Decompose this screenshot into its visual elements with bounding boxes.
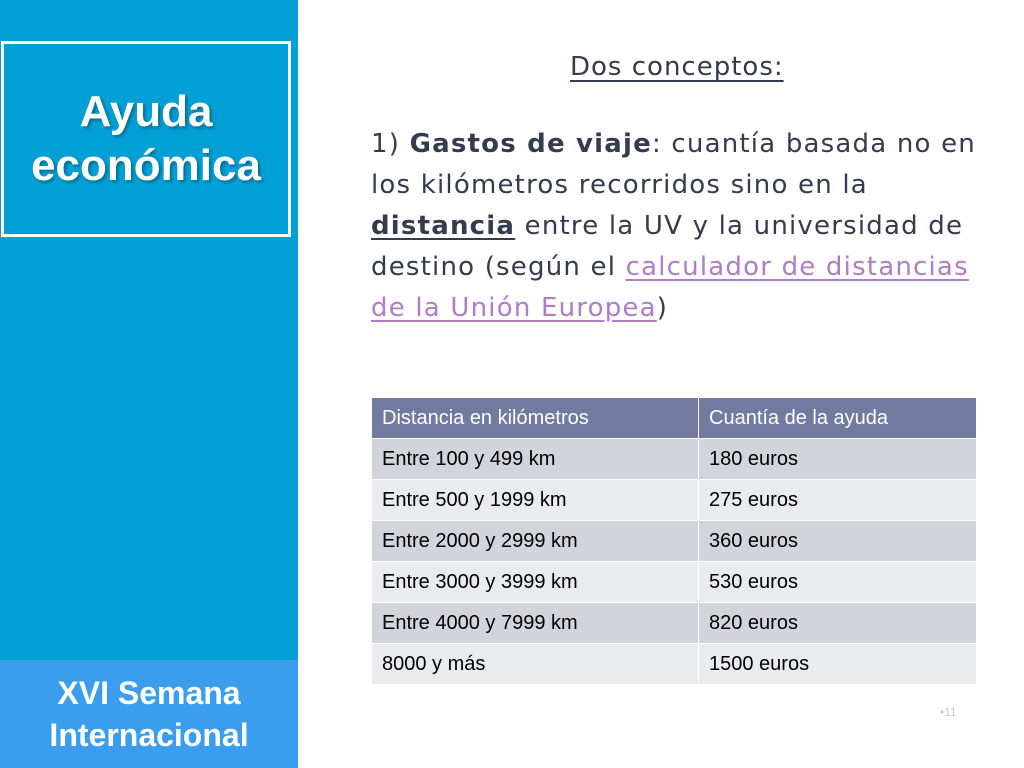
distance-cell: 8000 y más bbox=[372, 644, 699, 685]
eu-distance-calculator-link[interactable]: calculador de distancias de la Unión Europea bbox=[371, 252, 969, 323]
concept-text-3: ) bbox=[656, 293, 669, 323]
column-header-amount: Cuantía de la ayuda bbox=[699, 398, 977, 439]
slide-title bbox=[31, 85, 261, 193]
table-row bbox=[372, 562, 977, 603]
table-row bbox=[372, 439, 977, 480]
distance-cell: Entre 100 y 499 km bbox=[372, 439, 699, 480]
table-header-row bbox=[372, 398, 977, 439]
table-row bbox=[372, 480, 977, 521]
concept-number: 1) bbox=[371, 129, 410, 159]
section-heading: Dos conceptos: bbox=[570, 52, 784, 82]
footer-line-2: Internacional bbox=[49, 717, 249, 753]
distance-cell: Entre 2000 y 2999 km bbox=[372, 521, 699, 562]
table-row bbox=[372, 644, 977, 685]
distance-cell: Entre 3000 y 3999 km bbox=[372, 562, 699, 603]
concept-text-2: entre la UV y la universidad de destino (según el bbox=[371, 211, 964, 282]
amount-cell: 180 euros bbox=[699, 439, 977, 480]
distance-cell: Entre 500 y 1999 km bbox=[372, 480, 699, 521]
sidebar bbox=[0, 0, 298, 768]
distance-amount-table bbox=[371, 397, 977, 685]
footer-line-1: XVI Semana bbox=[57, 675, 241, 711]
concept-term: Gastos de viaje bbox=[409, 129, 652, 159]
slide-title-line-1: Ayuda bbox=[79, 87, 213, 136]
distance-emphasis: distancia bbox=[371, 211, 516, 241]
amount-cell: 275 euros bbox=[699, 480, 977, 521]
distance-cell: Entre 4000 y 7999 km bbox=[372, 603, 699, 644]
page-number: •11 bbox=[940, 705, 957, 719]
concept-text-1: : cuantía basada no en los kilómetros recorridos sino en la bbox=[371, 129, 976, 200]
amount-cell: 530 euros bbox=[699, 562, 977, 603]
footer-banner bbox=[0, 660, 298, 768]
slide-title-box bbox=[1, 41, 291, 237]
table-row bbox=[372, 521, 977, 562]
table-row bbox=[372, 603, 977, 644]
concept-paragraph bbox=[371, 124, 991, 329]
amount-cell: 820 euros bbox=[699, 603, 977, 644]
slide-title-line-2: económica bbox=[31, 141, 261, 190]
column-header-distance: Distancia en kilómetros bbox=[372, 398, 699, 439]
amount-cell: 360 euros bbox=[699, 521, 977, 562]
amount-cell: 1500 euros bbox=[699, 644, 977, 685]
